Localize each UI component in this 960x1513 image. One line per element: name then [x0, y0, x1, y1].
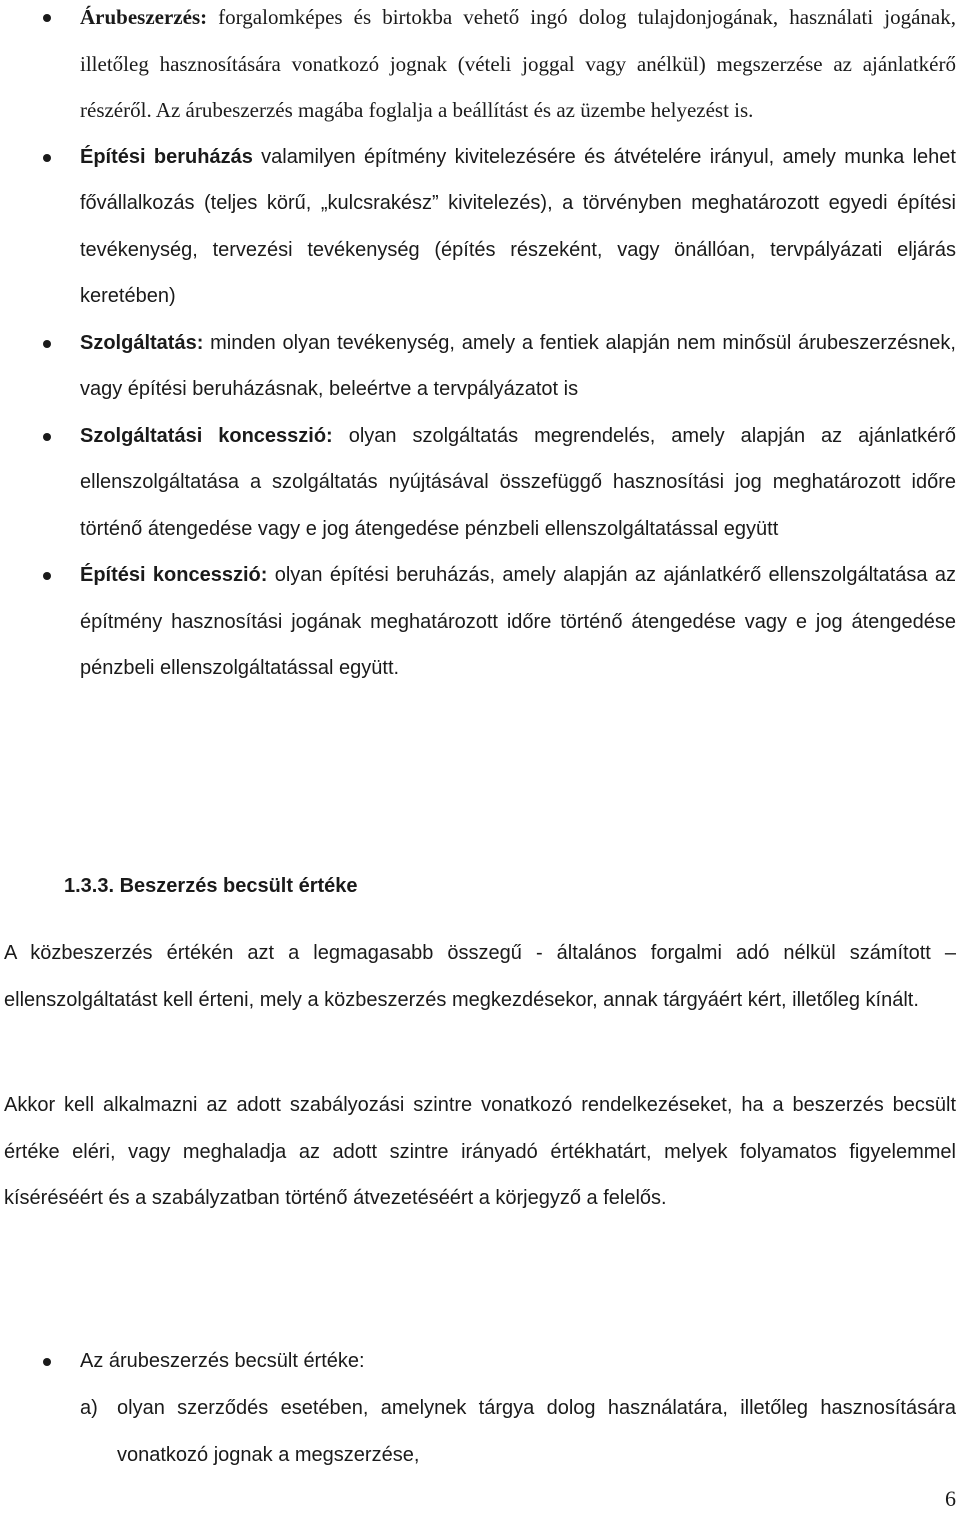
- definition-list: [0, 0, 960, 692]
- paragraph-threshold-rules: Akkor kell alkalmazni az adott szabályozási szintre vonatkozó rendelkezéseket, ha a beszerzés becsült értéke eléri, vagy meghaladja az adott szintre irányadó értékhatárt, melyek folyamatos figyelemmel kíséréséért és a szabályzatban történő átvezetéséért a körjegyző a felelős.: [4, 1094, 956, 1209]
- bullet-icon: [43, 14, 51, 22]
- bullet-icon: [43, 572, 51, 580]
- definition-item-szolgaltatas: [0, 320, 960, 413]
- definition-item-szolgaltatasi-koncesszio: [0, 413, 960, 553]
- sub-item-marker: a): [80, 1397, 98, 1419]
- definition-term: Építési koncesszió:: [80, 564, 268, 586]
- bullet-icon: [43, 433, 51, 441]
- estimate-intro-text: Az árubeszerzés becsült értéke:: [80, 1350, 365, 1372]
- definition-text: olyan építési beruházás, amely alapján az ajánlatkérő ellenszolgáltatása az építmény hasznosítási jogának meghatározott időre történő átengedése vagy e jog átengedése pénzbeli ellenszolgáltatással együtt.: [80, 564, 956, 679]
- definition-term: Szolgáltatás:: [80, 331, 204, 354]
- page-number: 6: [945, 1486, 956, 1511]
- definition-text: valamilyen építmény kivitelezésére és átvételére irányul, amely munka lehet fővállalkozás (teljes körű, „kulcsrakész” kivitelezés), a törvényben meghatározott egyedi építési tevékenység, tervezési tevékenység (építés részeként, vagy önállóan, tervpályázati eljárás keretében): [80, 145, 956, 307]
- definition-text: forgalomképes és birtokba vehető ingó dolog tulajdonjogának, használati jogának, illetőleg hasznosítására vonatkozó jognak (vételi joggal vagy anélkül) megszerzése az ajánlatkérő részéről. Az árubeszerzés magába foglalja a beállítást és az üzembe helyezést is.: [80, 5, 956, 122]
- estimate-intro-item: [0, 1338, 960, 1385]
- estimate-intro-list: [0, 1338, 960, 1385]
- estimate-sub-list: [0, 1385, 960, 1478]
- definition-term: Építési beruházás: [80, 145, 253, 168]
- definition-text: minden olyan tevékenység, amely a fentiek alapján nem minősül árubeszerzésnek, vagy építési beruházásnak, beleértve a tervpályázatot is: [80, 331, 956, 400]
- sub-item-text: olyan szerződés esetében, amelynek tárgya dolog használatára, illetőleg hasznosítására vonatkozó jognak a megszerzése,: [117, 1397, 956, 1466]
- definition-item-arubeszerzes: [0, 0, 960, 134]
- section-number: 1.3.3.: [64, 875, 115, 897]
- definition-term: Árubeszerzés:: [80, 5, 208, 29]
- bullet-icon: [43, 1358, 51, 1366]
- definition-text: olyan szolgáltatás megrendelés, amely alapján az ajánlatkérő ellenszolgáltatása a szolgáltatás nyújtásával összefüggő hasznosítási jog meghatározott időre történő átengedése vagy e jog átengedése pénzbeli ellenszolgáltatással együtt: [80, 424, 956, 540]
- definition-item-epitesi-koncesszio: [0, 552, 960, 692]
- definition-term: Szolgáltatási koncesszió:: [80, 424, 333, 447]
- section-heading: [64, 870, 358, 902]
- definition-item-epitesi-beruhazas: [0, 134, 960, 320]
- estimate-sub-item: [0, 1385, 960, 1478]
- section-title: Beszerzés becsült értéke: [119, 875, 358, 897]
- bullet-icon: [43, 340, 51, 348]
- paragraph-value-definition: A közbeszerzés értékén azt a legmagasabb összegű - általános forgalmi adó nélkül számított – ellenszolgáltatást kell érteni, mely a közbeszerzés megkezdésekor, annak tárgyáért kért, illetőleg kínált.: [4, 942, 956, 1011]
- bullet-icon: [43, 154, 51, 162]
